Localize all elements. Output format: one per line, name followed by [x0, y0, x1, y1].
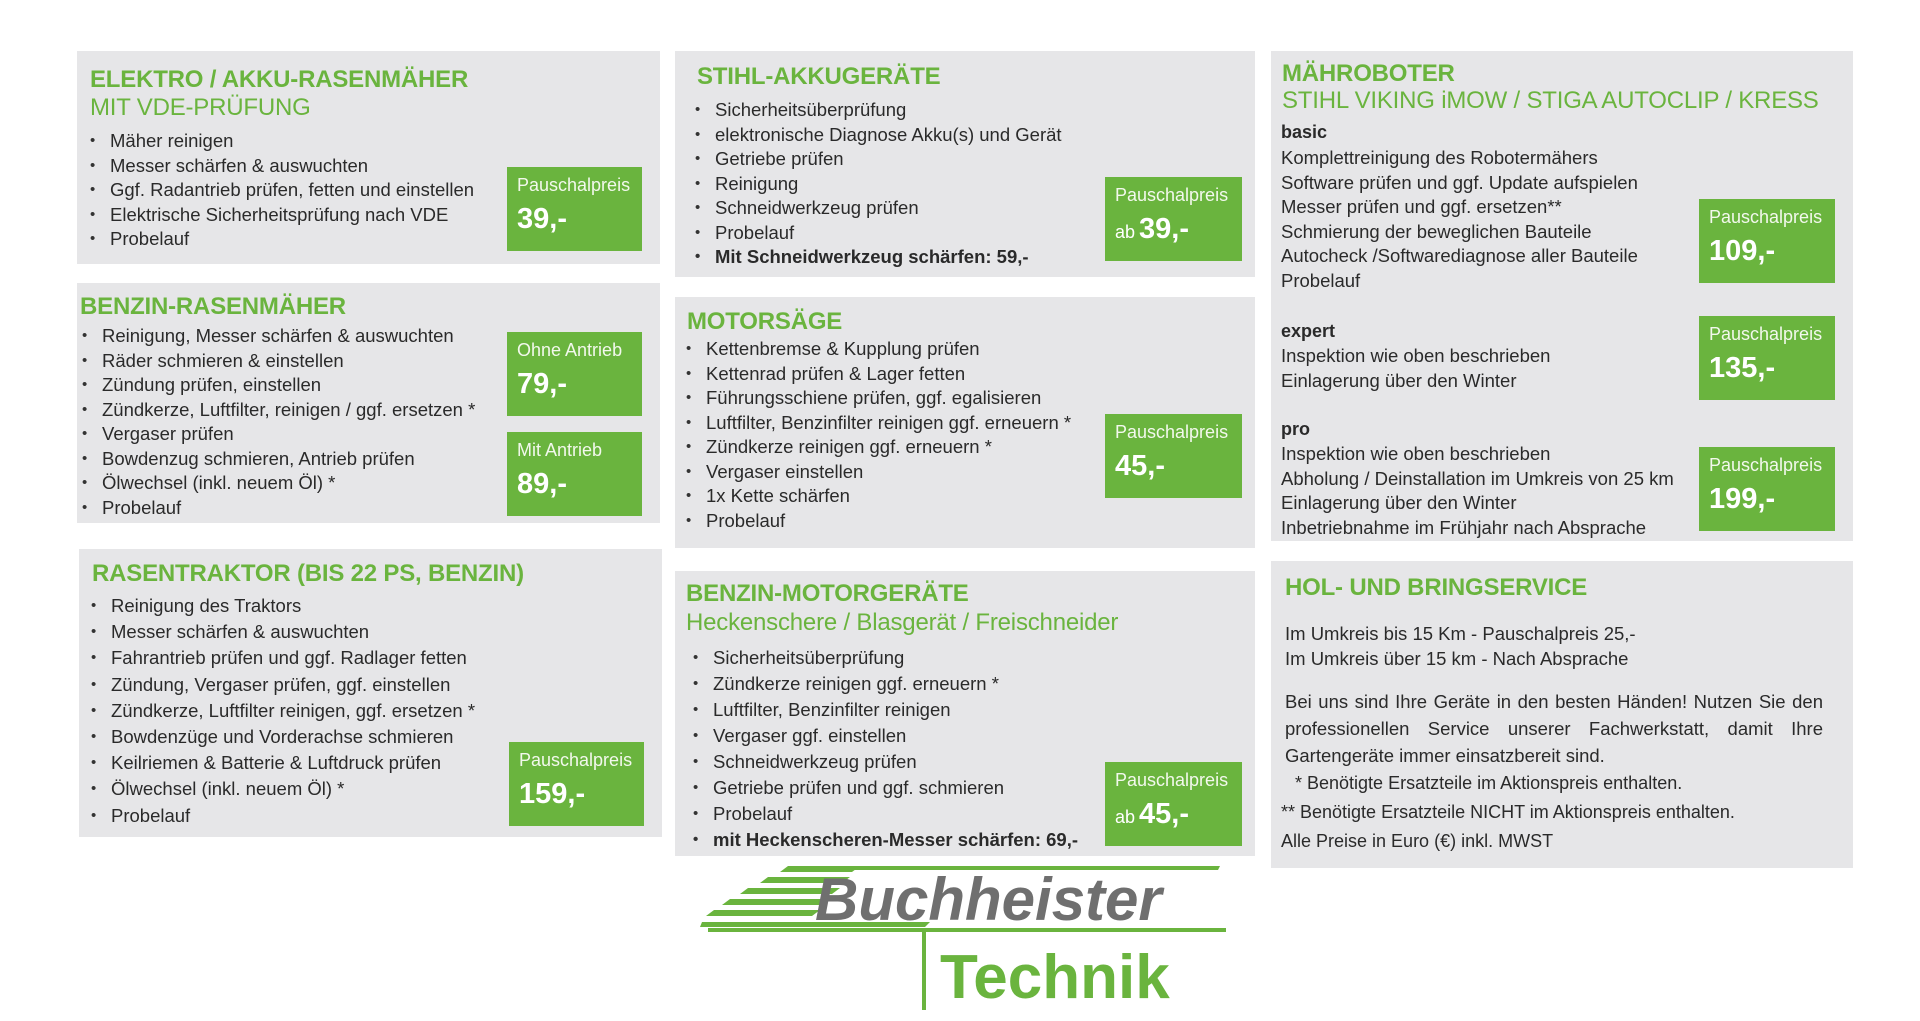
price-value: 45,-: [1115, 450, 1165, 482]
price-value: 39,-: [517, 203, 567, 235]
list-item: • Probelauf: [693, 801, 1078, 827]
ohne-antrieb-price-badge: [507, 332, 642, 416]
list-item: • Mäher reinigen: [90, 129, 474, 154]
maehroboter-card: [1271, 51, 1853, 541]
list-item: • Zündkerze reinigen ggf. erneuern *: [693, 671, 1078, 697]
list-item: • Getriebe prüfen: [695, 147, 1062, 172]
price-prefix: ab: [1115, 222, 1136, 242]
list-item: • Reinigung: [695, 172, 1062, 197]
logo-technik: Technik: [940, 943, 1170, 1012]
list-item: • Ölwechsel (inkl. neuem Öl) *: [91, 776, 475, 802]
text-line: Einlagerung über den Winter: [1281, 492, 1517, 513]
text-line: Im Umkreis bis 15 Km - Pauschalpreis 25,-: [1285, 623, 1636, 644]
list-item: • Ölwechsel (inkl. neuem Öl) *: [82, 471, 475, 496]
basic-price-badge: [1699, 199, 1835, 283]
list-item: • Bowdenzüge und Vorderachse schmieren: [91, 724, 475, 750]
price-label: Pauschalpreis: [519, 750, 633, 770]
tier-expert-label: expert: [1281, 321, 1336, 341]
benzin-rasenmaeher-card: [77, 283, 660, 523]
stihl-akku-price-badge: [1105, 177, 1242, 261]
maehroboter-subtitle: STIHL VIKING iMOW / STIGA AUTOCLIP / KRESS: [1282, 87, 1819, 114]
price-label: Pauschalpreis: [1115, 185, 1229, 205]
motorsaege-price-badge: [1105, 414, 1242, 498]
motorsaege-list: [686, 337, 1071, 533]
list-item-bold: • Mit Schneidwerkzeug schärfen: 59,-: [695, 245, 1062, 270]
list-item: • Zündung prüfen, einstellen: [82, 373, 475, 398]
price-value: 89,-: [517, 468, 567, 500]
list-item: • Kettenrad prüfen & Lager fetten: [686, 362, 1071, 387]
price-label: Mit Antrieb: [517, 440, 603, 460]
footnote-single-star: * Benötigte Ersatzteile im Aktionspreis enthalten.: [1295, 773, 1683, 793]
mit-antrieb-price-badge: [507, 432, 642, 516]
rasentraktor-list: [91, 593, 475, 829]
text-line: Im Umkreis über 15 km - Nach Absprache: [1285, 647, 1629, 669]
elektro-subtitle: MIT VDE-PRÜFUNG: [90, 94, 311, 121]
benzin-motorgeraete-card: [675, 571, 1255, 856]
benzin-motorgeraete-price-badge: [1105, 762, 1242, 846]
benzin-rasenmaeher-title: BENZIN-RASENMÄHER: [80, 293, 346, 320]
rasentraktor-title: RASENTRAKTOR (BIS 22 PS, BENZIN): [92, 560, 524, 587]
motorsaege-card: [675, 297, 1255, 548]
list-item: • Keilriemen & Batterie & Luftdruck prüfen: [91, 750, 475, 776]
list-item: • Probelauf: [695, 221, 1062, 246]
list-item: • Räder schmieren & einstellen: [82, 349, 475, 374]
holservice-title: HOL- UND BRINGSERVICE: [1285, 574, 1588, 601]
benzin-motorgeraete-subtitle: Heckenschere / Blasgerät / Freischneider: [686, 609, 1119, 636]
price-label: Pauschalpreis: [1709, 455, 1823, 475]
holservice-paragraph: Bei uns sind Ihre Geräte in den besten Händen! Nutzen Sie den professionellen Service unserer Fachwerkstatt, damit Ihre Gartengeräte immer einsatzbereit sind.: [1285, 691, 1823, 766]
holservice-card: [1271, 561, 1853, 868]
holservice-lines: [1285, 622, 1636, 671]
price-label: Pauschalpreis: [1709, 324, 1823, 344]
text-line: Probelauf: [1281, 269, 1361, 291]
list-item: • Führungsschiene prüfen, ggf. egalisieren: [686, 386, 1071, 411]
price-value: 135,-: [1709, 352, 1776, 384]
price-label: Pauschalpreis: [1115, 422, 1229, 442]
list-item: • Ggf. Radantrieb prüfen, fetten und einstellen: [90, 178, 474, 203]
price-value: 199,-: [1709, 483, 1776, 515]
list-item: • Schneidwerkzeug prüfen: [695, 196, 1062, 221]
list-item: • Elektrische Sicherheitsprüfung nach VDE: [90, 203, 474, 228]
list-item: • Sicherheitsüberprüfung: [693, 645, 1078, 671]
list-item: • Probelauf: [686, 509, 1071, 534]
logo-vertical-bar: [922, 928, 926, 1010]
list-item: • 1x Kette schärfen: [686, 484, 1071, 509]
elektro-title: ELEKTRO / AKKU-RASENMÄHER: [90, 66, 469, 93]
list-item: • Probelauf: [90, 227, 474, 252]
list-item: • Vergaser einstellen: [686, 460, 1071, 485]
elektro-list: [90, 129, 474, 252]
tier-pro-label: pro: [1281, 419, 1310, 439]
list-item: • Reinigung, Messer schärfen & auswuchten: [82, 324, 475, 349]
footnote-double-star: ** Benötigte Ersatzteile NICHT im Aktionspreis enthalten.: [1281, 802, 1735, 822]
text-line: Inspektion wie oben beschrieben: [1281, 345, 1551, 366]
list-item: • Vergaser prüfen: [82, 422, 475, 447]
elektro-card: [77, 51, 660, 264]
tier-pro-lines: [1281, 442, 1674, 540]
price-value: 159,-: [519, 778, 586, 810]
price-value-row: [1115, 213, 1232, 246]
footnote-prices: Alle Preise in Euro (€) inkl. MWST: [1281, 831, 1554, 851]
tier-basic-lines: [1281, 146, 1638, 293]
stihl-akku-card: [675, 51, 1255, 277]
list-item-bold: • mit Heckenscheren-Messer schärfen: 69,-: [693, 827, 1078, 853]
text-line: Komplettreinigung des Robotermähers: [1281, 147, 1598, 168]
logo-buchheister: Buchheister: [815, 866, 1162, 933]
elektro-price-badge: [507, 167, 642, 251]
price-label: Pauschalpreis: [1709, 207, 1823, 227]
text-line: Inspektion wie oben beschrieben: [1281, 443, 1551, 464]
list-item: • Zündkerze, Luftfilter, reinigen / ggf. ersetzen *: [82, 398, 475, 423]
benzin-rasenmaeher-list: [82, 324, 475, 520]
expert-price-badge: [1699, 316, 1835, 400]
text-line: Software prüfen und ggf. Update aufspielen: [1281, 171, 1638, 193]
text-line: Messer prüfen und ggf. ersetzen**: [1281, 196, 1562, 217]
list-item: • Zündkerze, Luftfilter reinigen, ggf. ersetzen *: [91, 698, 475, 724]
price-label: Ohne Antrieb: [517, 340, 623, 360]
price-value: 39,-: [1139, 213, 1190, 245]
benzin-motorgeraete-list: [693, 645, 1078, 853]
list-item: • Zündung, Vergaser prüfen, ggf. einstellen: [91, 672, 475, 698]
list-item: • Reinigung des Traktors: [91, 593, 475, 619]
maehroboter-title: MÄHROBOTER: [1282, 60, 1455, 87]
price-value: 109,-: [1709, 235, 1776, 267]
list-item: • Vergaser ggf. einstellen: [693, 723, 1078, 749]
rasentraktor-card: [79, 549, 662, 837]
text-line: Schmierung der beweglichen Bauteile: [1281, 220, 1592, 242]
list-item: • Messer schärfen & auswuchten: [90, 154, 474, 179]
stihl-akku-title: STIHL-AKKUGERÄTE: [697, 63, 941, 90]
list-item: • Fahrantrieb prüfen und ggf. Radlager fetten: [91, 645, 475, 671]
text-line: Einlagerung über den Winter: [1281, 369, 1517, 391]
text-line: Inbetriebnahme im Frühjahr nach Absprache: [1281, 516, 1647, 538]
price-value: 79,-: [517, 368, 567, 400]
list-item: • Luftfilter, Benzinfilter reinigen ggf. erneuern *: [686, 411, 1071, 436]
text-line: Abholung / Deinstallation im Umkreis von 25 km: [1281, 467, 1674, 489]
list-item: • Sicherheitsüberprüfung: [695, 98, 1062, 123]
list-item: • Getriebe prüfen und ggf. schmieren: [693, 775, 1078, 801]
pro-price-badge: [1699, 447, 1835, 531]
motorsaege-title: MOTORSÄGE: [687, 308, 843, 335]
list-item: • Kettenbremse & Kupplung prüfen: [686, 337, 1071, 362]
stihl-akku-list: [695, 98, 1062, 270]
tier-expert-lines: [1281, 344, 1550, 393]
list-item: • Probelauf: [82, 496, 475, 521]
buchheister-technik-logo: [700, 862, 1240, 1012]
rasentraktor-price-badge: [509, 742, 644, 826]
text-line: Autocheck /Softwarediagnose aller Bauteile: [1281, 245, 1638, 266]
list-item: • Zündkerze reinigen ggf. erneuern *: [686, 435, 1071, 460]
price-prefix: ab: [1115, 807, 1136, 827]
list-item: • Bowdenzug schmieren, Antrieb prüfen: [82, 447, 475, 472]
list-item: • Messer schärfen & auswuchten: [91, 619, 475, 645]
list-item: • Schneidwerkzeug prüfen: [693, 749, 1078, 775]
tier-basic-label: basic: [1281, 122, 1328, 142]
price-label: Pauschalpreis: [1115, 770, 1229, 790]
list-item: • Probelauf: [91, 803, 475, 829]
price-label: Pauschalpreis: [517, 175, 631, 195]
list-item: • Luftfilter, Benzinfilter reinigen: [693, 697, 1078, 723]
list-item: • elektronische Diagnose Akku(s) und Gerät: [695, 123, 1062, 148]
price-value: 45,-: [1139, 798, 1190, 830]
benzin-motorgeraete-title: BENZIN-MOTORGERÄTE: [686, 580, 969, 607]
price-value-row: [1115, 798, 1232, 831]
